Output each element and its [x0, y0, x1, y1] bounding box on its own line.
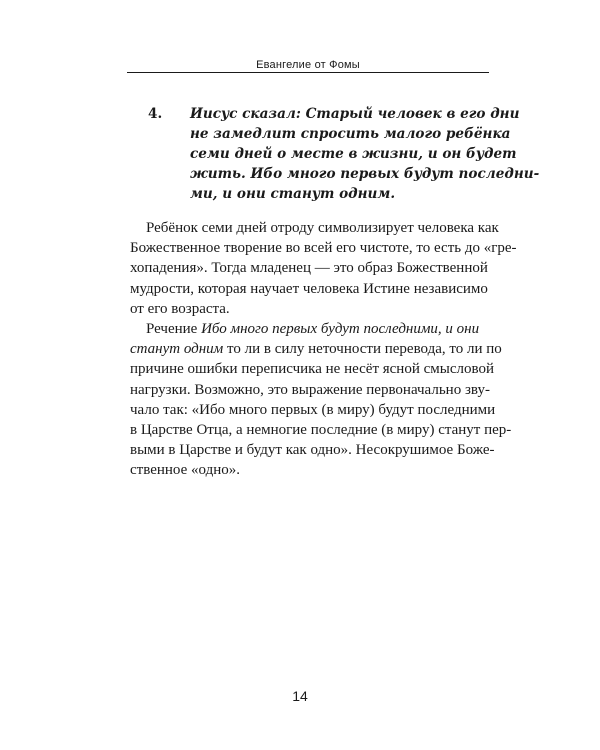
- commentary-line: хопадения». Тогда младенец — это образ Божественной: [130, 260, 488, 277]
- commentary-line: чало так: «Ибо много первых (в миру) будут последними: [130, 401, 496, 418]
- commentary-line: ственное «одно».: [130, 462, 240, 479]
- page-number: 14: [292, 688, 308, 704]
- commentary-line: от его возраста.: [130, 300, 230, 317]
- commentary-line: Божественное творение во всей его чистоте, то есть до «гре-: [130, 240, 517, 257]
- quoted-phrase: Ибо много первых будут последними, и они: [201, 321, 480, 338]
- saying-line: семи дней о месте в жизни, и он будет: [190, 146, 517, 162]
- saying-text: [190, 104, 540, 204]
- saying-line: ми, и они станут одним.: [190, 186, 396, 202]
- header-rule: [127, 72, 489, 73]
- saying-block: [148, 104, 540, 204]
- commentary-line: причине ошибки переписчика не несёт ясной смысловой: [130, 361, 494, 378]
- saying-number: 4.: [148, 106, 163, 122]
- commentary-text: то ли в силу неточности перевода, то ли по: [223, 341, 502, 358]
- commentary-line: [130, 339, 502, 359]
- commentary-line: нагрузки. Возможно, это выражение первоначально зву-: [130, 381, 490, 398]
- commentary-line: Ребёнок семи дней отроду символизирует человека как: [146, 220, 499, 236]
- running-head: Евангелие от Фомы: [256, 59, 360, 71]
- commentary-line: выми в Царстве и будут как одно». Несокрушимое Боже-: [130, 442, 495, 459]
- commentary-line: мудрости, которая научает человека Истине независимо: [130, 280, 488, 297]
- quoted-phrase: станут одним: [130, 341, 224, 358]
- commentary-line: в Царстве Отца, а немногие последние (в миру) станут пер-: [130, 422, 512, 439]
- saying-line: не замедлит спросить малого ребёнка: [190, 126, 511, 142]
- saying-line: жить. Ибо много первых будут последни-: [190, 166, 540, 182]
- saying-line: Иисус сказал: Старый человек в его дни: [190, 106, 520, 122]
- commentary-text: Речение: [146, 321, 202, 338]
- commentary: [130, 218, 517, 481]
- commentary-line: [130, 319, 482, 339]
